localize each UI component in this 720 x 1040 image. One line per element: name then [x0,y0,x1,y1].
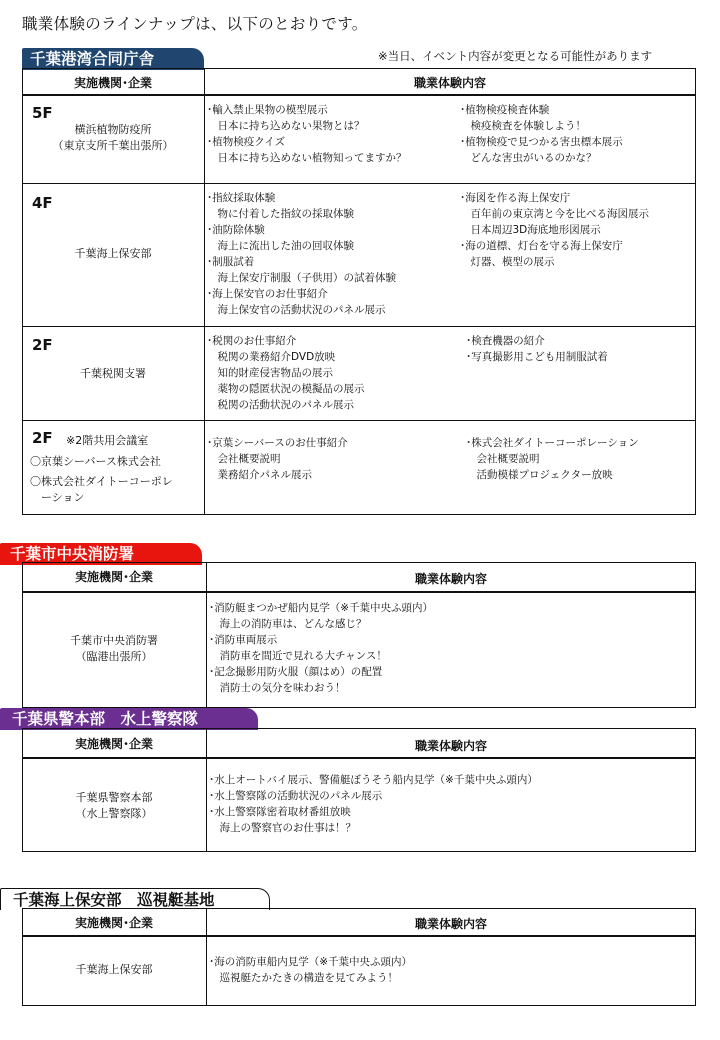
content-companies-right: ･株式会社ダイトーコーポレーション 会社概要説明 活動模様プロジェクター放映 [466,437,639,481]
content-fire-station: ･消防艇まつかぜ船内見学（※千葉中央ふ頭内） 海上の消防車は、どんな感じ？ ･消防車両展示 消防車を間近で見れる大チャンス！ ･記念撮影用防火服（顔はめ）の配置 消防士の気分を味わおう！ [209,602,434,694]
org-customs: 千葉税関支署 [80,367,146,380]
org-header: 実施機関･企業 [74,570,153,584]
org-prefectural-police: 千葉県警察本部 （水上警察隊） [75,791,153,820]
content-plant-left: ･輸入禁止果物の模型展示 日本に持ち込めない果物とは？ ･植物検疫クイズ 日本に持ち込めない植物知ってますか？ [207,104,407,164]
content-coast-guard-left: ･指紋採取体験 物に付着した指紋の採取体験 ･油防除体験 海上に流出した油の回収体験 ･制服試着 海上保安庁制服（子供用）の試着体験 ･海上保安官のお仕事紹介 海上保安官の活動状況のパネル展示 [207,192,396,316]
org-coast-guard-patrol: 千葉海上保安部 [75,963,153,976]
section-tab-water-police: 千葉県警本部 水上警察隊 [0,708,258,730]
org-keiyo-seaberth: 〇京葉シーバース株式会社 [30,455,161,468]
page-title: 職業体験のラインナップは、以下のとおりです。 [22,15,368,33]
floor-label-4f: 4F [32,194,53,212]
content-companies-left: ･京葉シーバースのお仕事紹介 会社概要説明 業務紹介パネル展示 [207,437,348,481]
org-fire-station: 千葉市中央消防署 （臨港出張所） [70,634,158,663]
change-notice: ※当日、イベント内容が変更となる可能性があります [378,49,653,63]
org-header: 実施機関･企業 [73,76,152,90]
content-header: 職業体験内容 [413,76,486,90]
floor-label-5f: 5F [32,104,53,122]
content-header: 職業体験内容 [414,917,487,931]
content-water-police: ･水上オートバイ展示、警備艇ぼうそう船内見学（※千葉中央ふ頭内） ･水上警察隊の活動状況のパネル展示 ･水上警察隊密着取材番組放映 海上の警察官のお仕事は！？ [209,774,538,834]
section-tab-port-office: 千葉港湾合同庁舎 [22,48,204,70]
content-customs-left: ･税関のお仕事紹介 税関の業務紹介DVD放映 知的財産侵害物品の展示 薬物の隠匿状況の模擬品の展示 税関の活動状況のパネル展示 [207,335,365,411]
content-customs-right: ･検査機器の紹介 ･写真撮影用こども用制服試着 [466,335,608,363]
org-daito-corporation: 〇株式会社ダイトーコーポレ ーション [30,475,173,504]
content-coast-guard-right: ･海図を作る海上保安庁 百年前の東京湾と今を比べる海図展示 日本周辺3D海底地形図展示 ･海の道標、灯台を守る海上保安庁 灯器、模型の展示 [460,192,649,268]
content-header: 職業体験内容 [414,572,487,586]
content-patrol-base: ･海の消防車船内見学（※千葉中央ふ頭内） 巡視艇たかたきの構造を見てみよう！ [209,956,413,984]
content-header: 職業体験内容 [414,739,487,753]
floor-label-2f: 2F [32,336,53,354]
org-coast-guard: 千葉海上保安部 [74,247,152,260]
org-header: 実施機関･企業 [74,737,153,751]
floor-note: ※2階共用会議室 [66,434,149,447]
org-plant-quarantine: 横浜植物防疫所 （東京支所千葉出張所） [52,123,174,152]
floor-label-2f-companies: 2F [32,429,53,447]
section-tab-fire-station: 千葉市中央消防署 [0,543,202,565]
org-header: 実施機関･企業 [74,916,153,930]
content-plant-right: ･植物検疫検査体験 検疫検査を体験しよう！ ･植物検疫で見つかる害虫標本展示 どんな害虫がいるのかな？ [460,104,623,164]
section-tab-patrol-base: 千葉海上保安部 巡視艇基地 [0,888,270,910]
